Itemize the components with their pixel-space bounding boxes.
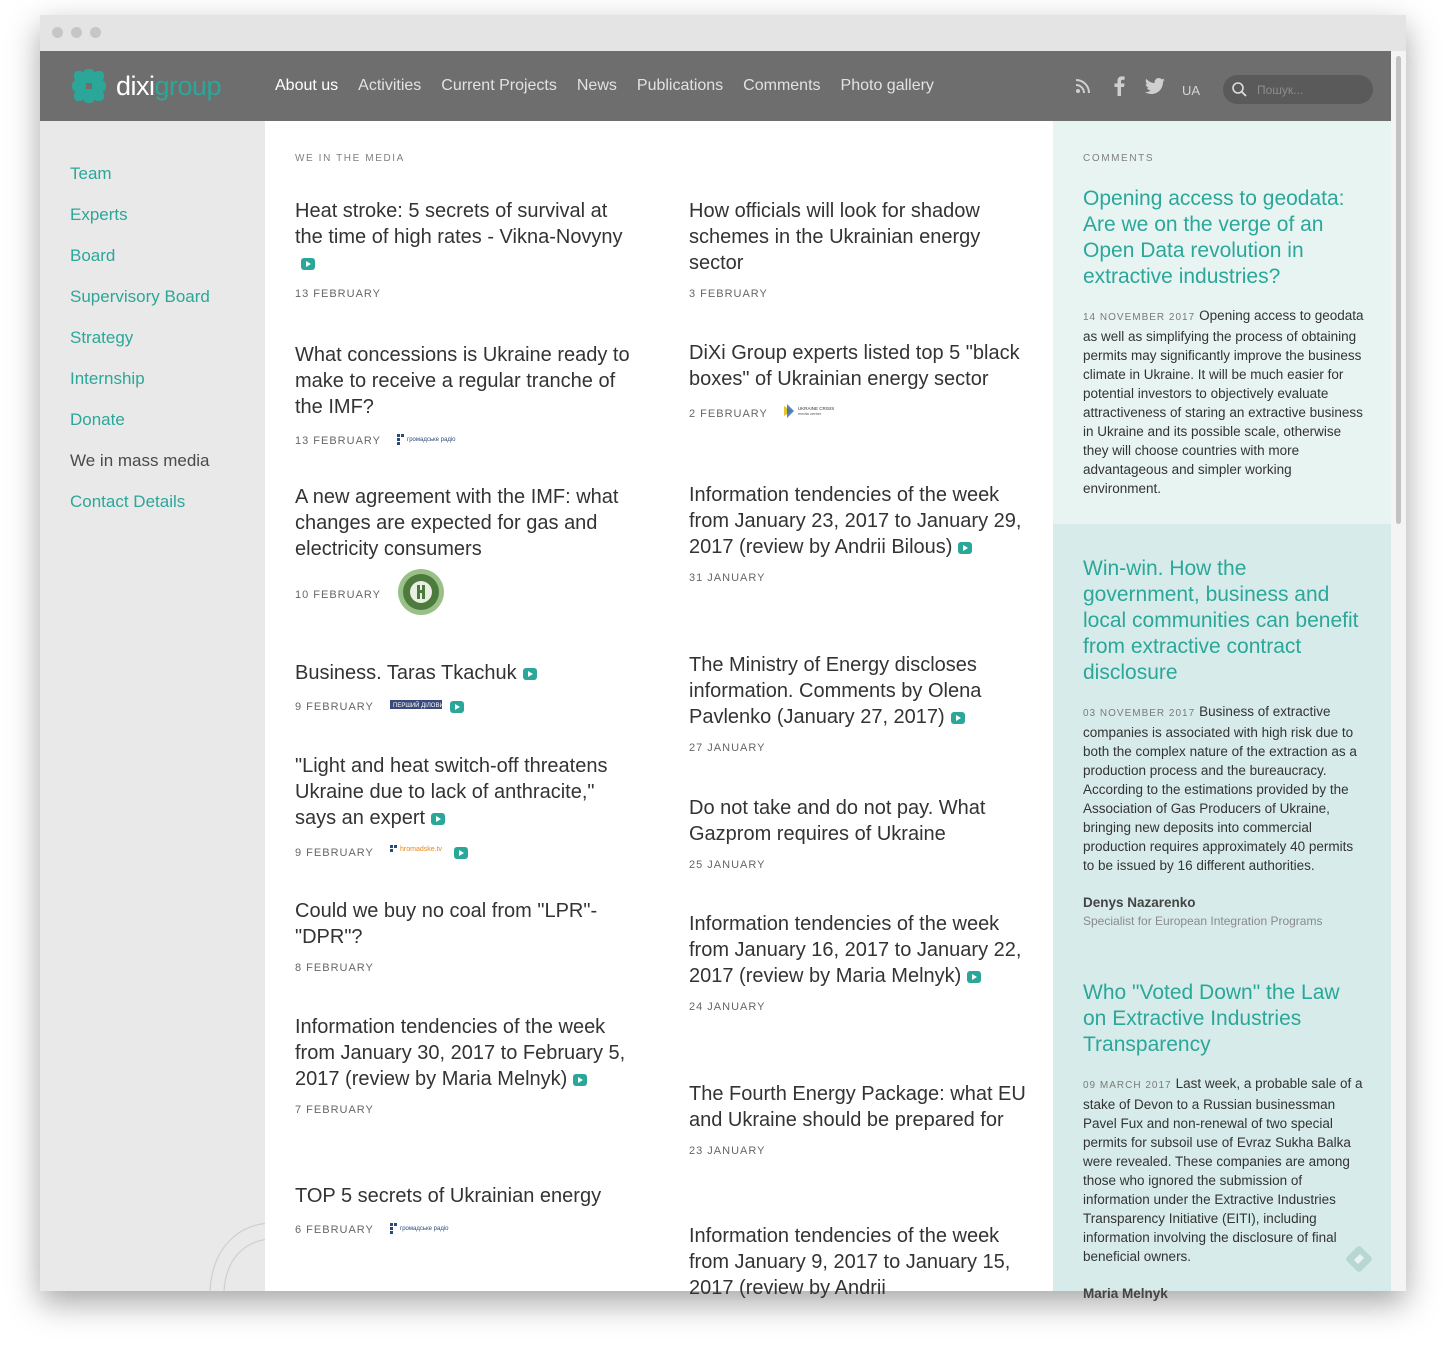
media-item-title[interactable]: A new agreement with the IMF: what changes are expected for gas and electricity consumers <box>295 486 619 560</box>
media-content <box>265 121 1053 1299</box>
media-item-meta <box>295 568 640 621</box>
media-item-date: 25 JANUARY <box>689 859 766 871</box>
media-item-date: 13 FEBRUARY <box>295 288 381 300</box>
title-text[interactable]: "Light and heat switch-off threatens Ukraine due to lack of anthracite," says an expert <box>295 755 608 829</box>
sidebar <box>40 121 265 1291</box>
comments-panel <box>1053 121 1391 1301</box>
media-item-title[interactable]: What concessions is Ukraine ready to make to receive a regular tranche of the IMF? <box>295 344 630 418</box>
media-item <box>295 753 640 862</box>
media-item-date: 9 FEBRUARY <box>295 846 374 859</box>
media-item <box>295 1183 640 1239</box>
language-switch[interactable]: UA <box>1182 82 1201 98</box>
logo-text <box>116 71 221 102</box>
nav-comments[interactable]: Comments <box>743 77 821 94</box>
main-nav <box>275 51 954 121</box>
comment-date: 14 NOVEMBER 2017 <box>1083 312 1196 323</box>
sidebar-item-experts[interactable]: Experts <box>70 205 128 224</box>
video-icon[interactable] <box>450 701 464 713</box>
video-icon[interactable] <box>573 1074 587 1086</box>
browser-window <box>40 15 1406 1301</box>
media-item-meta <box>295 1104 640 1116</box>
media-item-title[interactable] <box>689 482 1034 560</box>
hromadske-tv-logo[interactable] <box>390 843 446 862</box>
media-item <box>689 482 1034 584</box>
nav-current-projects[interactable]: Current Projects <box>441 77 557 94</box>
media-item-title[interactable] <box>295 1014 640 1092</box>
media-item-meta <box>689 1001 1034 1013</box>
source-name: hromadske.tv <box>399 846 442 853</box>
media-item <box>295 484 640 621</box>
comment-author[interactable]: Maria Melnyk <box>1083 1286 1168 1301</box>
sidebar-item-internship[interactable]: Internship <box>70 369 145 388</box>
media-item-date: 31 JANUARY <box>689 572 766 584</box>
media-item <box>689 652 1034 754</box>
media-item <box>295 898 640 974</box>
media-item-title[interactable]: DiXi Group experts listed top 5 "black boxes" of Ukrainian energy sector <box>689 342 1020 390</box>
sidebar-item-contact-details[interactable]: Contact Details <box>70 492 186 511</box>
nav-photo-gallery[interactable]: Photo gallery <box>840 77 934 94</box>
header-icons <box>1070 51 1200 121</box>
video-icon[interactable] <box>967 971 981 983</box>
media-item-date: 8 FEBRUARY <box>295 962 374 974</box>
video-icon[interactable] <box>951 712 965 724</box>
media-item-title[interactable] <box>689 652 1034 730</box>
media-item <box>689 795 1034 871</box>
comment-author-role: Specialist for European Integration Programs <box>1083 914 1323 928</box>
media-item-meta <box>295 288 640 300</box>
logo-mark-icon <box>70 67 108 105</box>
title-text[interactable]: Heat stroke: 5 secrets of survival at the time of high rates - Vikna-Novyny <box>295 200 623 248</box>
comment-card <box>1083 556 1365 928</box>
title-text[interactable]: The Ministry of Energy discloses information. Comments by Olena Pavlenko (January 27, 2017) <box>689 654 982 728</box>
comment-author[interactable]: Denys Nazarenko <box>1083 895 1196 910</box>
media-item-meta <box>689 1145 1034 1157</box>
window-titlebar <box>40 15 1406 51</box>
comment-title[interactable]: Opening access to geodata: Are we on the verge of an Open Data revolution in extractive industries? <box>1083 187 1345 288</box>
media-item-meta <box>295 962 640 974</box>
media-item-date: 24 JANUARY <box>689 1001 766 1013</box>
rss-icon[interactable] <box>1070 73 1096 99</box>
media-item-meta <box>295 698 640 716</box>
close-dot[interactable] <box>52 27 63 38</box>
ukraine-crisis-logo[interactable] <box>784 404 836 423</box>
media-item-date: 10 FEBRUARY <box>295 588 381 601</box>
title-text[interactable]: Business. Taras Tkachuk <box>295 662 517 684</box>
maximize-dot[interactable] <box>90 27 101 38</box>
sidebar-item-donate[interactable]: Donate <box>70 410 125 429</box>
pershyi-diloviy-logo[interactable] <box>390 698 448 716</box>
media-item <box>295 198 640 300</box>
media-item-title[interactable]: TOP 5 secrets of Ukrainian energy <box>295 1185 602 1207</box>
comment-title[interactable]: Win-win. How the government, business and local communities can benefit from extractive contract disclosure <box>1083 557 1359 684</box>
site-logo[interactable] <box>70 68 221 104</box>
media-item-title[interactable]: Do not take and do not pay. What Gazprom requires of Ukraine <box>689 797 986 845</box>
comment-date: 03 NOVEMBER 2017 <box>1083 708 1196 719</box>
source-name: громадське радіо <box>407 437 456 443</box>
source-name: ПЕРШИЙ ДІЛОВИЙ <box>392 703 448 709</box>
comment-body <box>1083 702 1365 875</box>
media-item-title[interactable] <box>689 911 1034 989</box>
nav-publications[interactable]: Publications <box>636 77 724 94</box>
sidebar-item-team[interactable]: Team <box>70 164 112 183</box>
svg-text:media center: media center <box>797 411 821 416</box>
title-text[interactable]: Information tendencies of the week from January 30, 2017 to February 5, 2017 (review by Maria Melnyk) <box>295 1016 626 1090</box>
source-seal-logo[interactable] <box>397 568 445 621</box>
media-item-meta <box>689 572 1034 584</box>
media-item <box>295 660 640 716</box>
media-item-date: 9 FEBRUARY <box>295 701 374 713</box>
media-item-date: 13 FEBRUARY <box>295 435 381 447</box>
comment-body <box>1083 306 1365 498</box>
feedback-icon[interactable] <box>1345 1245 1373 1273</box>
media-item-title[interactable]: Could we buy no coal from "LPR"-"DPR"? <box>295 900 598 948</box>
media-item-title[interactable] <box>295 660 640 686</box>
comment-text: Last week, a probable sale of a stake of Devon to a Russian businessman Pavel Fux and non-renewal of two special permits for subsoil use of Evraz Sukha Balka were revealed. These companies are among those who ignored the submission of information under the Extractive Industries Transparency Initiative (EITI), including information involving the disclosure of final beneficial owners. <box>1083 1076 1363 1264</box>
search-box <box>1223 75 1373 104</box>
media-item <box>295 342 640 450</box>
media-item-date: 3 FEBRUARY <box>689 288 768 300</box>
media-item <box>689 340 1034 423</box>
video-icon[interactable] <box>301 258 315 270</box>
media-item-date: 2 FEBRUARY <box>689 407 768 420</box>
minimize-dot[interactable] <box>71 27 82 38</box>
comment-title[interactable]: Who "Voted Down" the Law on Extractive Industries Transparency <box>1083 981 1340 1056</box>
media-item-meta <box>689 288 1034 300</box>
media-item-meta <box>689 404 1034 423</box>
source-name: громадське радіо <box>399 1226 449 1232</box>
media-item-title[interactable] <box>295 198 640 276</box>
sidebar-item-supervisory-board[interactable]: Supervisory Board <box>70 287 210 306</box>
media-item-date: 27 JANUARY <box>689 742 766 754</box>
video-icon[interactable] <box>958 542 972 554</box>
facebook-icon[interactable] <box>1106 73 1132 99</box>
nav-activities[interactable]: Activities <box>358 77 422 94</box>
hromadske-radio-logo[interactable] <box>390 1221 449 1239</box>
comment-date: 09 MARCH 2017 <box>1083 1080 1172 1091</box>
scrollbar-thumb[interactable] <box>1396 56 1401 524</box>
twitter-icon[interactable] <box>1142 73 1168 99</box>
nav-about-us[interactable]: About us <box>275 77 339 94</box>
media-item <box>689 1081 1034 1157</box>
media-item-title[interactable]: Information tendencies of the week from January 9, 2017 to January 15, 2017 (review by Andrii <box>689 1225 1011 1299</box>
page-scrollbar[interactable] <box>1391 51 1406 1291</box>
media-item-meta <box>295 843 640 862</box>
hromadske-radio-logo[interactable] <box>397 432 456 450</box>
comment-card <box>1083 186 1365 498</box>
section-title: WE IN THE MEDIA <box>295 153 405 164</box>
video-icon[interactable] <box>431 813 445 825</box>
media-item-meta <box>295 432 640 450</box>
media-item-date: 6 FEBRUARY <box>295 1224 374 1236</box>
search-icon[interactable] <box>1232 82 1247 97</box>
media-item-meta <box>689 859 1034 871</box>
svg-text:UKRAINE CRISIS: UKRAINE CRISIS <box>797 406 835 411</box>
sidebar-item-strategy[interactable]: Strategy <box>70 328 134 347</box>
sidebar-item-board[interactable]: Board <box>70 246 116 265</box>
media-item-date: 7 FEBRUARY <box>295 1104 374 1116</box>
logo-text-group: group <box>154 70 222 101</box>
video-icon[interactable] <box>454 847 468 859</box>
media-item-date: 23 JANUARY <box>689 1145 766 1157</box>
media-item <box>689 198 1034 300</box>
media-item-title[interactable]: The Fourth Energy Package: what EU and Ukraine should be prepared for <box>689 1083 1026 1131</box>
media-item <box>689 1223 1034 1301</box>
comment-text: Business of extractive companies is associated with high risk due to both the complex nature of the extraction as a production process and the bureaucracy. According to the estimations provided by the Association of Gas Producers of Ukraine, bringing new deposits into commercial production requires approximately 40 permits to be issued by 16 different authorities. <box>1083 704 1357 873</box>
media-item <box>689 911 1034 1013</box>
title-text[interactable]: Information tendencies of the week from January 16, 2017 to January 22, 2017 (review by Maria Melnyk) <box>689 913 1022 987</box>
sidebar-item-we-in-mass-media[interactable]: We in mass media <box>70 451 210 470</box>
logo-text-dixi: dixi <box>116 70 155 101</box>
comment-body <box>1083 1074 1365 1266</box>
comment-text: Opening access to geodata as well as simplifying the process of obtaining permits may significantly improve the business climate in Ukraine. It will be much easier for potential investors to objectively evaluate attractiveness of staring an extractive business in Ukraine and its possible scale, otherwise they will choose countries with more advantageous and simpler working environment. <box>1083 308 1364 496</box>
media-item-title[interactable]: How officials will look for shadow schemes in the Ukrainian energy sector <box>689 200 981 274</box>
title-text[interactable]: Information tendencies of the week from January 23, 2017 to January 29, 2017 (review by Andrii Bilous) <box>689 484 1022 558</box>
nav-news[interactable]: News <box>576 77 617 94</box>
media-item-title[interactable] <box>295 753 640 831</box>
comment-card <box>1083 980 1365 1301</box>
media-item-meta <box>689 742 1034 754</box>
decorative-curve <box>200 1211 270 1291</box>
media-item-meta <box>295 1221 640 1239</box>
video-icon[interactable] <box>523 668 537 680</box>
search-input[interactable] <box>1255 79 1369 101</box>
site-header <box>40 51 1391 121</box>
media-item <box>295 1014 640 1116</box>
comments-title: COMMENTS <box>1083 153 1155 164</box>
